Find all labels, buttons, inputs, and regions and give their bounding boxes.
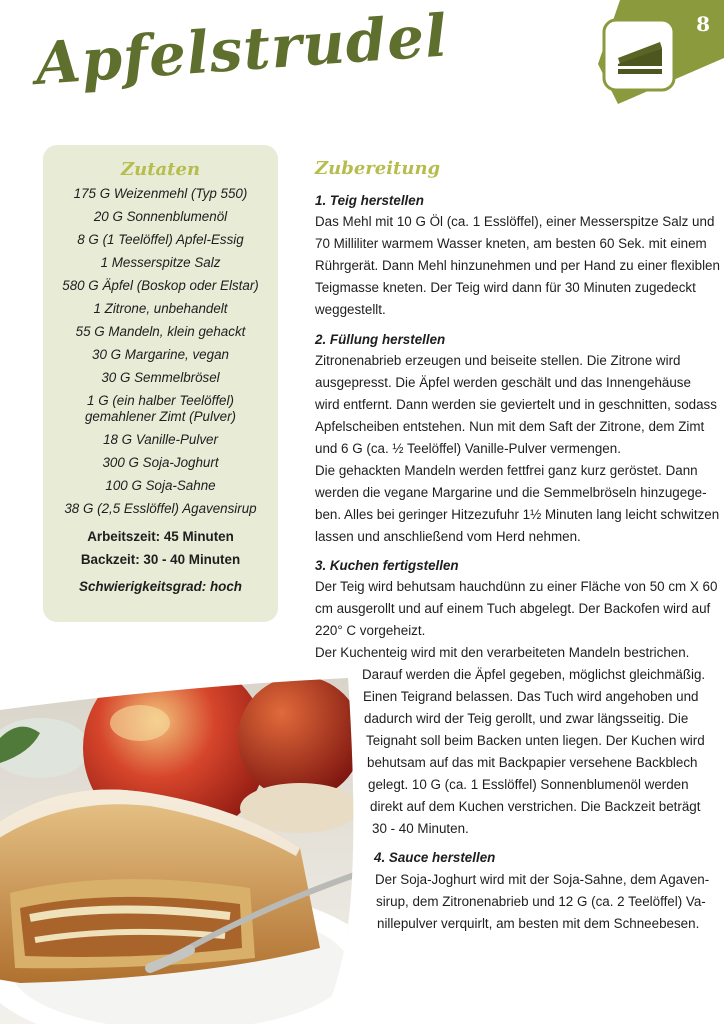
step-line: behutsam auf das mit Backpapier versehene Backblech: [367, 755, 698, 770]
strudel-photo: [0, 678, 360, 1024]
ingredient-item: 1 G (ein halber Teelöffel) gemahlener Zimt (Pulver): [84, 393, 237, 424]
difficulty: Schwierigkeitsgrad: hoch: [79, 579, 242, 594]
step-line: direkt auf dem Kuchen verstrichen. Die Backzeit beträgt: [370, 799, 701, 814]
step-line: Zitronenabrieb erzeugen und beiseite stellen. Die Zitrone wird: [315, 353, 681, 368]
step-line: Der Teig wird behutsam hauchdünn zu einer Fläche von 50 cm X 60: [315, 579, 718, 594]
step-line: dadurch wird der Teig gerollt, und zwar längsseitig. Die: [364, 711, 689, 726]
ingredient-item: 20 G Sonnenblumenöl: [93, 209, 228, 224]
step-line: ausgepresst. Die Äpfel werden geschält und das Innengehäuse: [315, 375, 691, 390]
step-line: Teignaht soll beim Backen unten liegen. Der Kuchen wird: [366, 733, 705, 748]
step-line: und 6 G (ca. ½ Teelöffel) Vanille-Pulver vermengen.: [315, 441, 621, 456]
ingredient-item: 580 G Äpfel (Boskop oder Elstar): [62, 278, 259, 293]
step-line: 30 - 40 Minuten.: [372, 821, 469, 836]
step-title: 4. Sauce herstellen: [374, 850, 496, 865]
step-line: lassen und anschließend vom Herd nehmen.: [315, 529, 581, 544]
ingredients-title: Zutaten: [120, 159, 201, 180]
step-line: gelegt. 10 G (ca. 1 Esslöffel) Sonnenblumenöl werden: [368, 777, 689, 792]
step-title: 3. Kuchen fertigstellen: [315, 558, 459, 573]
step-line: Die gehackten Mandeln werden fettfrei ganz kurz geröstet. Dann: [315, 463, 698, 478]
ingredients-box: [43, 145, 278, 622]
bake-time: Backzeit: 30 - 40 Minuten: [80, 552, 241, 567]
ingredient-item: 8 G (1 Teelöffel) Apfel-Essig: [77, 232, 244, 247]
step-title: 2. Füllung herstellen: [315, 332, 446, 347]
preparation-title: Zubereitung: [315, 158, 441, 179]
step-line: Darauf werden die Äpfel gegeben, möglichst gleichmäßig.: [362, 667, 706, 682]
ingredient-item: 30 G Semmelbrösel: [101, 370, 220, 385]
step-line: Einen Teigrand belassen. Das Tuch wird angehoben und: [363, 689, 699, 704]
work-time: Arbeitszeit: 45 Minuten: [87, 529, 234, 544]
step-line: wird entfernt. Dann werden sie geviertelt und in geschnitten, sodass: [315, 397, 717, 412]
step-line: Rührgerät. Dann Mehl hinzunehmen und per Hand zu einer flexiblen: [315, 258, 720, 273]
ingredient-item: 18 G Vanille-Pulver: [103, 432, 218, 447]
step-line: Apfelscheiben entstehen. Nun mit dem Saft der Zitrone, dem Zimt: [315, 419, 705, 434]
step-line: Teigmasse kneten. Der Teig wird dann für 30 Minuten zugedeckt: [315, 280, 696, 295]
step-line: Der Kuchenteig wird mit den verarbeiteten Mandeln bestrichen.: [315, 645, 690, 660]
ingredient-item: 30 G Margarine, vegan: [92, 347, 229, 362]
ingredient-item: 300 G Soja-Joghurt: [102, 455, 219, 470]
ingredients-list: [43, 186, 278, 517]
step-line: Das Mehl mit 10 G Öl (ca. 1 Esslöffel), einer Messerspitze Salz und: [315, 214, 715, 229]
ingredient-item: 1 Messerspitze Salz: [100, 255, 221, 270]
step-line: ben. Alles bei geringer Hitzezufuhr 1½ Minuten lang leicht schwitzen: [315, 507, 720, 522]
page-number: 8: [696, 12, 710, 36]
ingredient-item: 100 G Soja-Sahne: [105, 478, 216, 493]
page-title: Apfelstrudel: [33, 1, 451, 98]
step-line: sirup, dem Zitronenabrieb und 12 G (ca. 2 Teelöffel) Va-: [376, 894, 706, 909]
ingredient-item: 55 G Mandeln, klein gehackt: [75, 324, 246, 339]
step-line: 70 Milliliter warmem Wasser kneten, am besten 60 Sek. mit einem: [315, 236, 707, 251]
step-line: cm ausgerollt und auf einem Tuch abgelegt. Der Backofen wird auf: [315, 601, 711, 616]
ingredient-item: 38 G (2,5 Esslöffel) Agavensirup: [64, 501, 257, 516]
step-line: werden die vegane Margarine und die Semmelbröseln hinzugege-: [315, 485, 707, 500]
step-title: 1. Teig herstellen: [315, 193, 424, 208]
step-line: weggestellt.: [315, 302, 386, 317]
ingredient-item: 175 G Weizenmehl (Typ 550): [73, 186, 248, 201]
step-line: Der Soja-Joghurt wird mit der Soja-Sahne, dem Agaven-: [375, 872, 710, 887]
step-line: 220° C vorgeheizt.: [315, 623, 426, 638]
ingredient-item: 1 Zitrone, unbehandelt: [93, 301, 228, 316]
step-line: nillepulver verquirlt, am besten mit dem Schneebesen.: [377, 916, 700, 931]
